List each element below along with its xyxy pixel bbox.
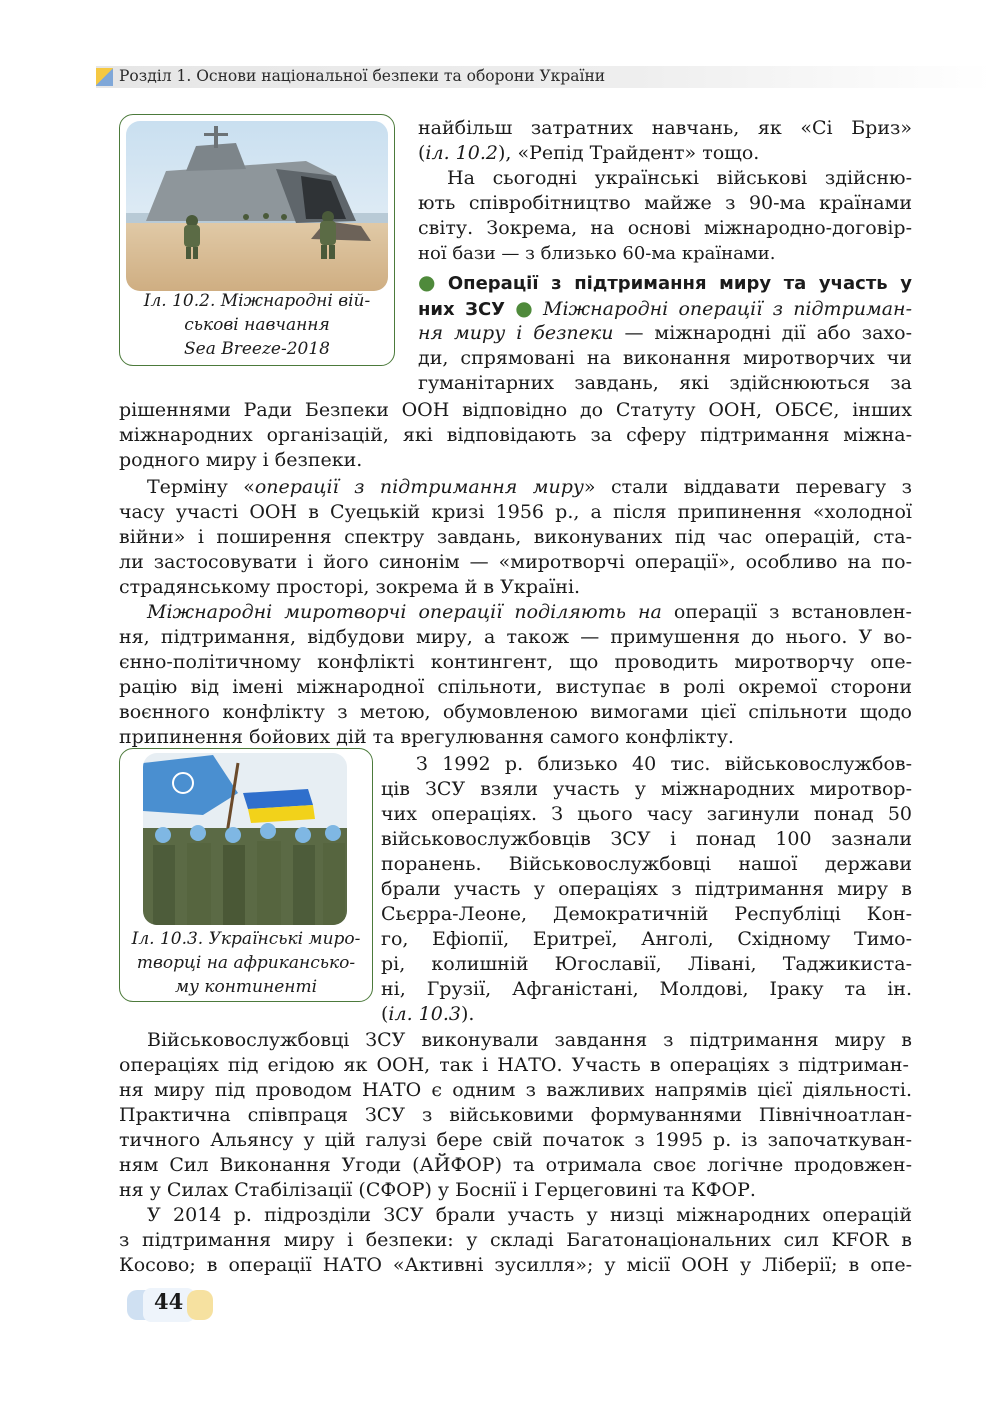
page-number-badge: [127, 1286, 217, 1324]
text-line: рі, колишній Югославії, Лівані, Таджикиста-: [381, 953, 912, 975]
text-line: ня у Силах Стабілізації (СФОР) у Боснії і Герцеговині та КФОР.: [119, 1179, 756, 1201]
text-line: рішеннями Ради Безпеки ООН відповідно до Статуту ООН, ОБСЄ, інших: [119, 399, 912, 421]
page-number: 44: [154, 1289, 184, 1314]
text-line: часу участі ООН в Суецькій кризі 1956 р., а після припинення «холодної: [119, 501, 912, 523]
text-line: ців ЗСУ взяли участь у міжнародних миротвор-: [381, 778, 912, 800]
text-line: чих операціях. З цього часу загинули понад 50: [381, 803, 912, 825]
figure-10-3-photo: [143, 753, 347, 925]
text-line: ня миру і безпеки — міжнародні дії або захо-: [418, 322, 912, 344]
text-line: родного миру і безпеки.: [119, 449, 363, 471]
text-line: воєнного конфлікту з метою, обумовленою вимогами цієї спільноти щодо: [119, 701, 912, 723]
text-line: війни» і поширення спектру завдань, виконуваних під час операцій, ста-: [119, 526, 912, 548]
text-line: (іл. 10.2), «Репід Трайдент» тощо.: [418, 142, 760, 164]
text-line: ють співробітництво майже з 90-ма країнами: [418, 192, 912, 214]
text-line: світу. Зокрема, на основі міжнародно-договір-: [418, 217, 912, 239]
text-line: ди, спрямовані на виконання миротворчих чи: [418, 347, 912, 369]
text-line: ням Сил Виконання Угоди (АЙФОР) та отримала своє логічне продовжен-: [119, 1154, 912, 1176]
text-line: тичного Альянсу у цій галузі бере свій початок з 1995 р. із започаткуван-: [119, 1129, 912, 1151]
text-line: Косово; в операції НАТО «Активні зусилля»; у місії ООН у Ліберії; в опе-: [119, 1254, 912, 1276]
caption-line: творці на африкансько-: [136, 953, 356, 973]
text-line: військовослужбовців ЗСУ і понад 100 зазнали: [381, 828, 912, 850]
caption-line: Іл. 10.2. Міжнародні вій-: [143, 291, 371, 311]
text-line: Військовослужбовці ЗСУ виконували завдання з підтримання миру в: [147, 1029, 912, 1051]
text-line: (іл. 10.3).: [381, 1003, 475, 1025]
text-line: го, Ефіопії, Еритреї, Анголі, Східному Тимо-: [381, 928, 912, 950]
header-title: Розділ 1. Основи національної безпеки та оборони України: [119, 67, 606, 85]
text-line: ня, підтримання, відбудови миру, а також — примушення до нього. У во-: [119, 626, 912, 648]
text-line: рацію від імені міжнародної спільноти, виступає в ролі окремої сторони: [119, 676, 912, 698]
running-header: [96, 66, 992, 88]
text-line: страдянському просторі, зокрема й в Україні.: [119, 576, 581, 598]
text-line: найбільш затратних навчань, як «Сі Бриз»: [418, 117, 912, 139]
text-line: ні, Грузії, Афганістані, Молдові, Іраку та ін.: [381, 978, 912, 1000]
landing-ship-photo: [126, 121, 388, 291]
figure-10-2-caption: [120, 289, 394, 361]
text-line: поранень. Військовослужбовці нашої держави: [381, 853, 912, 875]
header-color-mark: [96, 68, 113, 86]
text-line: ли застосовувати і його синонім — «миротворчі операції», особливо на по-: [119, 551, 912, 573]
figure-10-3: [119, 748, 373, 1002]
text-line: ної бази — з близько 60-ма країнами.: [418, 243, 776, 264]
text-line: ● Операції з підтримання миру та участь у: [418, 270, 912, 294]
caption-line: Sea Breeze-2018: [183, 339, 330, 359]
caption-line: Іл. 10.3. Українські миро-: [131, 929, 361, 949]
text-line: У 2014 р. підрозділи ЗСУ брали участь у низці міжнародних операцій: [147, 1204, 912, 1226]
text-line: На сьогодні українські військові здійсню-: [447, 167, 912, 189]
text-line: гуманітарних завдань, які здійснюються за: [418, 372, 912, 394]
text-line: операціях під егідою як ООН, так і НАТО. Участь в операціях з підтриман-: [119, 1054, 909, 1076]
peacekeepers-parade-photo: [143, 753, 347, 925]
text-line: єнно-політичному конфлікті контингент, що проводить миротворчу опе-: [119, 651, 912, 673]
figure-10-2-photo: [126, 121, 388, 291]
caption-line: ськові навчання: [184, 315, 330, 335]
text-line: брали участь у операціях з підтримання миру в: [381, 878, 912, 900]
text-line: міжнародних організацій, які відповідають за сферу підтримання міжна-: [119, 424, 912, 446]
text-line: них ЗСУ ● Міжнародні операції з підтриман-: [418, 296, 912, 320]
figure-10-2: [119, 114, 395, 366]
text-line: з підтримання миру і безпеки: у складі Багатонаціональних сил KFOR в: [119, 1229, 912, 1251]
text-line: ня миру під проводом НАТО є одним з важливих напрямів цієї діяльності.: [119, 1079, 912, 1101]
caption-line: му континенті: [174, 977, 318, 997]
text-line: припинення бойових дій та врегулювання самого конфлікту.: [119, 726, 734, 748]
text-line: Міжнародні миротворчі операції поділяють на операції з встановлен-: [147, 601, 912, 623]
text-line: З 1992 р. близько 40 тис. військовослужбов-: [416, 753, 912, 775]
text-line: Практична співпраця ЗСУ з військовими формуваннями Північноатлан-: [119, 1104, 912, 1126]
text-line: Терміну «операції з підтримання миру» стали віддавати перевагу з: [147, 476, 912, 498]
figure-10-3-caption: [120, 927, 372, 999]
text-line: Сьєрра-Леоне, Демократичній Республіці Кон-: [381, 903, 912, 925]
